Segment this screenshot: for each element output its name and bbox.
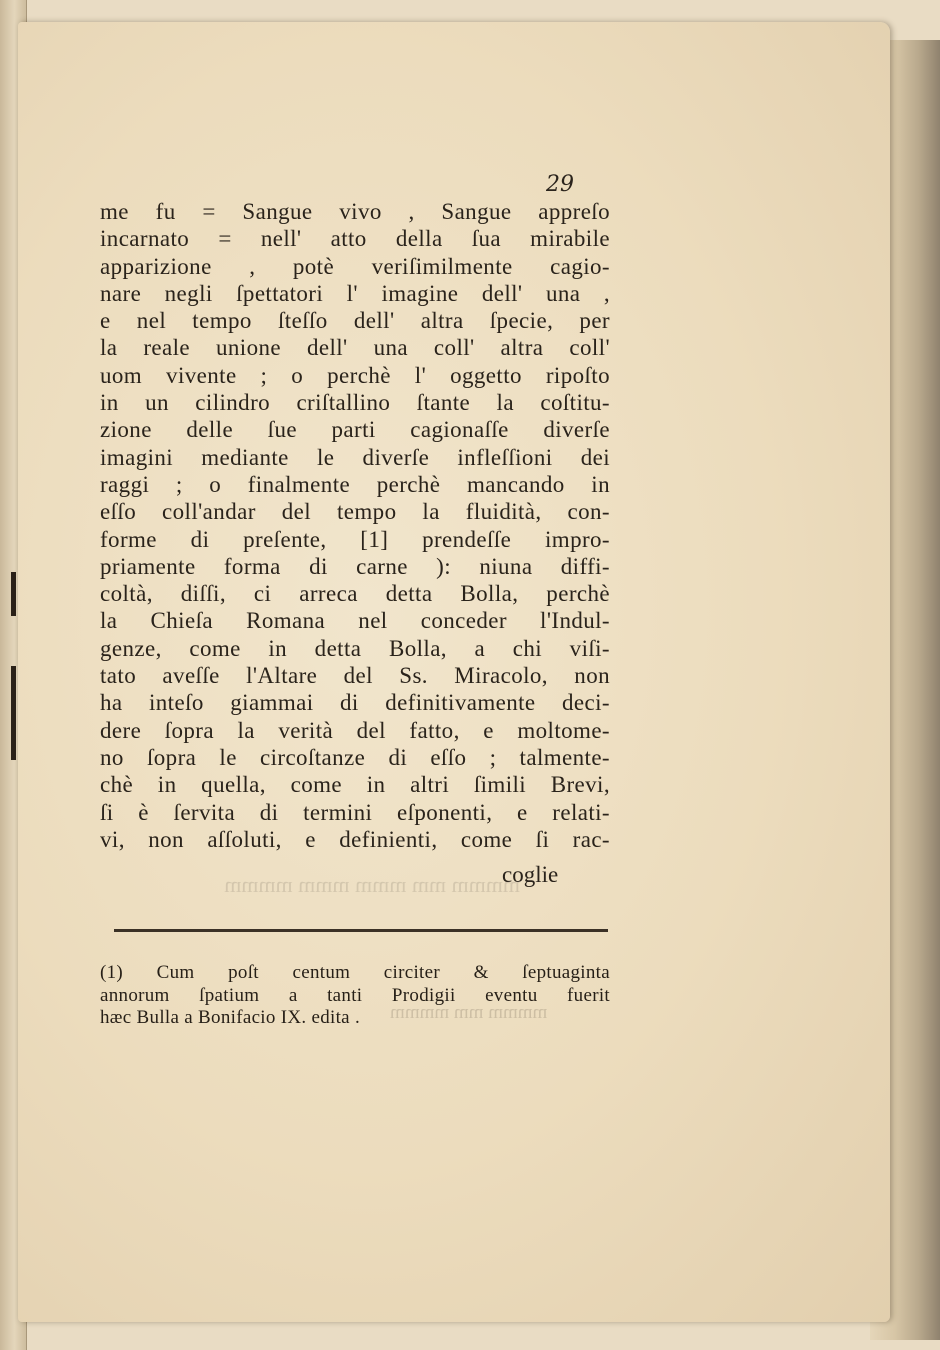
text-line: no ſopra le circoſtanze di eſſo ; talmente- [100,744,610,770]
text-line: la Chieſa Romana nel conceder l'Indul- [100,608,610,634]
catchword: coglie [502,862,559,887]
text-line: imagini mediante le diverſe infleſſioni dei [100,444,610,470]
text-line: eſſo coll'andar del tempo la fluidità, con- [100,499,610,525]
text-line: priamente forma di carne ): niuna diffi- [100,553,610,579]
text-line: tato aveſſe l'Altare del Ss. Miracolo, non [100,663,610,689]
text-line: zione delle ſue parti cagionaſſe diverſe [100,417,610,443]
text-line: ha inteſo giammai di definitivamente deci- [100,690,610,716]
text-line: genze, come in detta Bolla, a chi viſi- [100,635,610,661]
text-line: coltà, diſſi, ci arreca detta Bolla, perchè [100,581,610,607]
text-line: vi, non aſſoluti, e definienti, come ſi rac- [100,826,610,852]
text-line: in un cilindro criſtallino ſtante la coſtitu- [100,390,610,416]
footnote-line: hæc Bulla a Bonifacio IX. edita . [100,1007,360,1028]
ink-mark [11,572,16,616]
show-through-text: mmmm mm mmmm [390,1002,548,1023]
text-line: raggi ; o finalmente perchè mancando in [100,471,610,497]
ink-mark [11,666,16,760]
text-line: ſi è ſervita di termini eſponenti, e relati- [100,799,610,825]
text-line: nare negli ſpettatori l' imagine dell' una , [100,280,610,306]
text-line: apparizione , potè veriſimilmente cagio- [100,253,610,279]
page-number: 29 [546,172,574,197]
text-line: e nel tempo ſteſſo dell' altra ſpecie, per [100,308,610,334]
body-text [100,198,610,853]
text-line: me fu = Sangue vivo , Sangue appreſo [100,199,610,224]
text-line: forme di preſente, [1] prendeſſe impro- [100,526,610,552]
text-line: uom vivente ; o perchè l' oggetto ripoſto [100,362,610,388]
footnote-rule [114,929,608,932]
text-line: incarnato = nell' atto della ſua mirabile [100,226,610,252]
show-through-text: mmmm mm mmm mmm mmmm [224,872,520,897]
footnote-line: (1) Cum poſt centum circiter & ſeptuaginta [100,962,610,983]
text-line: la reale unione dell' una coll' altra coll' [100,335,610,361]
text-line: chè in quella, come in altri ſimili Brevi, [100,772,610,798]
footnote-line: annorum ſpatium a tanti Prodigii eventu fuerit [100,984,610,1006]
text-line: dere ſopra la verità del fatto, e moltome- [100,717,610,743]
